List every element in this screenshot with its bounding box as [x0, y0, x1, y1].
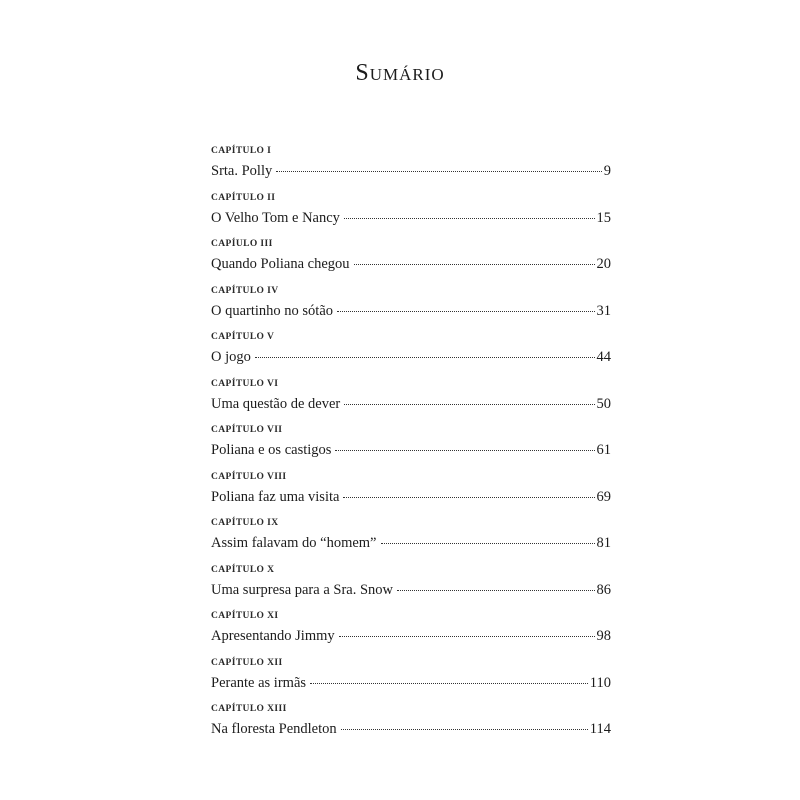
chapter-line[interactable]: [211, 441, 611, 459]
page-number: 81: [596, 535, 611, 551]
chapter-line[interactable]: [211, 674, 611, 692]
toc-entry[interactable]: [211, 512, 611, 559]
page-title: Sumário: [355, 60, 445, 86]
chapter-title[interactable]: Perante as irmãs: [211, 674, 307, 691]
chapter-line[interactable]: [211, 581, 611, 599]
chapter-label: CAPÍTULO VII: [211, 425, 283, 435]
chapter-label: CAPÍTULO XI: [211, 611, 279, 621]
chapter-line[interactable]: [211, 209, 611, 227]
dot-leader: [343, 497, 594, 498]
chapter-line[interactable]: [211, 488, 611, 506]
toc-entry[interactable]: [211, 280, 611, 327]
chapter-label: CAPÍTULO X: [211, 564, 275, 575]
dot-leader: [255, 357, 595, 358]
page-number: 31: [596, 302, 611, 319]
toc-entry[interactable]: [211, 233, 611, 280]
page-number: 15: [596, 209, 611, 226]
page-number: 50: [596, 395, 611, 412]
chapter-title[interactable]: Poliana e os castigos: [211, 442, 332, 458]
chapter-label: CAPÍTULO II: [211, 192, 276, 203]
page-number: 61: [596, 442, 611, 458]
chapter-line[interactable]: [211, 348, 611, 366]
dot-leader: [344, 404, 594, 405]
chapter-label: CAPÍTULO XIII: [211, 704, 287, 714]
chapter-title[interactable]: O jogo: [211, 349, 251, 365]
chapter-line[interactable]: [211, 302, 611, 320]
page-number: 9: [603, 163, 611, 179]
chapter-line[interactable]: [211, 162, 611, 180]
chapter-label: CAPÍTULO XII: [211, 657, 283, 668]
page-number: 98: [596, 628, 611, 644]
chapter-label: CAPÍTULO I: [211, 146, 272, 156]
toc-entry[interactable]: [211, 419, 611, 466]
chapter-title[interactable]: Poliana faz uma visita: [211, 488, 340, 505]
chapter-label: CAPÍTULO IV: [211, 285, 279, 296]
dot-leader: [276, 171, 602, 172]
chapter-label: CAPÍTULO V: [211, 332, 275, 342]
toc-entry[interactable]: [211, 373, 611, 420]
chapter-title[interactable]: Na floresta Pendleton: [211, 721, 337, 737]
dot-leader: [337, 311, 594, 312]
chapter-label: CAPÍTULO VI: [211, 378, 279, 389]
chapter-line[interactable]: [211, 627, 611, 645]
dot-leader: [344, 218, 595, 219]
chapter-title[interactable]: Apresentando Jimmy: [211, 628, 335, 644]
dot-leader: [310, 683, 588, 684]
page-number: 44: [596, 349, 611, 365]
dot-leader: [397, 590, 594, 591]
dot-leader: [339, 636, 595, 637]
toc-entry[interactable]: [211, 326, 611, 373]
chapter-title[interactable]: Uma questão de dever: [211, 395, 341, 412]
chapter-label: CAPÍULO III: [211, 239, 273, 249]
chapter-label: CAPÍTULO IX: [211, 518, 279, 528]
dot-leader: [335, 450, 594, 451]
page-number: 69: [596, 488, 611, 505]
page-number: 86: [596, 581, 611, 598]
toc-entry[interactable]: [211, 466, 611, 513]
page-number: 20: [596, 256, 611, 272]
chapter-title[interactable]: O quartinho no sótão: [211, 302, 334, 319]
chapter-line[interactable]: [211, 255, 611, 273]
toc-entry[interactable]: [211, 698, 611, 745]
toc-entry[interactable]: [211, 605, 611, 652]
chapter-title[interactable]: Quando Poliana chegou: [211, 256, 350, 272]
chapter-title[interactable]: Assim falavam do “homem”: [211, 535, 377, 551]
chapter-line[interactable]: [211, 720, 611, 738]
chapter-line[interactable]: [211, 534, 611, 552]
chapter-title[interactable]: Srta. Polly: [211, 163, 273, 179]
toc-list: [211, 140, 611, 745]
page-number: 110: [589, 674, 611, 691]
dot-leader: [341, 729, 588, 730]
chapter-label: CAPÍTULO VIII: [211, 471, 287, 482]
toc-entry[interactable]: [211, 559, 611, 606]
toc-entry[interactable]: [211, 187, 611, 234]
chapter-line[interactable]: [211, 395, 611, 413]
toc-entry[interactable]: [211, 140, 611, 187]
page-number: 114: [589, 721, 611, 737]
chapter-title[interactable]: Uma surpresa para a Sra. Snow: [211, 581, 394, 598]
toc-entry[interactable]: [211, 652, 611, 699]
dot-leader: [354, 264, 595, 265]
chapter-title[interactable]: O Velho Tom e Nancy: [211, 209, 340, 226]
dot-leader: [381, 543, 595, 544]
